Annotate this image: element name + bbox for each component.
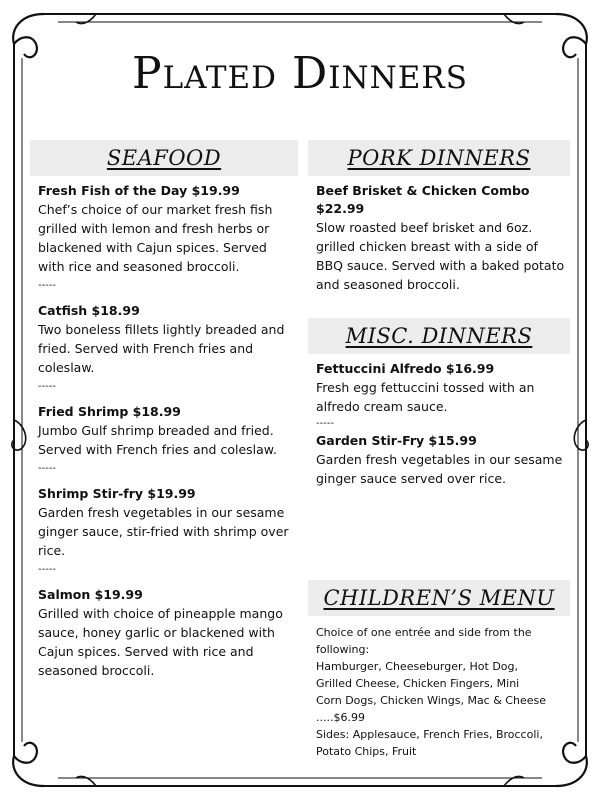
menu-item — [30, 485, 298, 560]
menu-item — [30, 403, 298, 459]
separator: ----- — [38, 463, 57, 474]
separator: ----- — [38, 564, 57, 575]
pork-heading: PORK DINNERS — [308, 140, 570, 176]
misc-section — [308, 318, 570, 488]
misc-heading: MISC. DINNERS — [308, 318, 570, 354]
item-description: Chef’s choice of our market fresh fish grilled with lemon and fresh herbs or blackened with Cajun spices. Served with rice and seasoned broccoli. — [38, 202, 273, 274]
children-line: Hamburger, Cheeseburger, Hot Dog, — [316, 660, 519, 673]
children-line: Sides: Applesauce, French Fries, Broccoli, — [316, 728, 543, 741]
separator: ----- — [38, 280, 57, 291]
item-description: Two boneless fillets lightly breaded and fried. Served with French fries and coleslaw. — [38, 322, 285, 375]
children-line: .....$6.99 — [316, 711, 365, 724]
children-line: Corn Dogs, Chicken Wings, Mac & Cheese — [316, 694, 546, 707]
children-line: Potato Chips, Fruit — [316, 745, 417, 758]
seafood-section — [30, 140, 298, 680]
menu-item — [30, 586, 298, 680]
item-name: Garden Stir-Fry $15.99 — [316, 433, 477, 448]
item-name: Salmon $19.99 — [38, 587, 143, 602]
item-name: Beef Brisket & Chicken Combo $22.99 — [316, 183, 530, 216]
item-description: Fresh egg fettuccini tossed with an alfredo cream sauce. — [316, 380, 535, 414]
menu-item — [30, 182, 298, 276]
separator: ----- — [38, 381, 57, 392]
children-section — [308, 580, 570, 760]
children-line: Grilled Cheese, Chicken Fingers, Mini — [316, 677, 520, 690]
item-name: Catfish $18.99 — [38, 303, 140, 318]
menu-item — [308, 432, 570, 488]
children-line: Choice of one entrée and side from the — [316, 626, 532, 639]
children-menu-text — [308, 624, 570, 760]
item-name: Fettuccini Alfredo $16.99 — [316, 361, 495, 376]
pork-section — [308, 140, 570, 294]
item-name: Fresh Fish of the Day $19.99 — [38, 183, 240, 198]
item-description: Jumbo Gulf shrimp breaded and fried. Served with French fries and coleslaw. — [38, 423, 277, 457]
page-title: Plated Dinners — [131, 48, 468, 99]
separator: ----- — [316, 418, 335, 429]
item-name: Fried Shrimp $18.99 — [38, 404, 181, 419]
item-description: Garden fresh vegetables in our sesame ginger sauce, stir-fried with shrimp over rice. — [38, 505, 289, 558]
item-description: Slow roasted beef brisket and 6oz. grilled chicken breast with a side of BBQ sauce. Served with a baked potato and seasoned broccoli. — [316, 220, 565, 292]
menu-item — [308, 360, 570, 416]
children-heading: CHILDREN’S MENU — [308, 580, 570, 616]
item-description: Grilled with choice of pineapple mango sauce, honey garlic or blackened with Cajun spices. Served with rice and seasoned broccoli. — [38, 606, 283, 678]
item-name: Shrimp Stir-fry $19.99 — [38, 486, 196, 501]
seafood-heading: SEAFOOD — [30, 140, 298, 176]
children-line: following: — [316, 643, 370, 656]
menu-item — [308, 182, 570, 294]
item-description: Garden fresh vegetables in our sesame ginger sauce served over rice. — [316, 452, 563, 486]
menu-item — [30, 302, 298, 377]
